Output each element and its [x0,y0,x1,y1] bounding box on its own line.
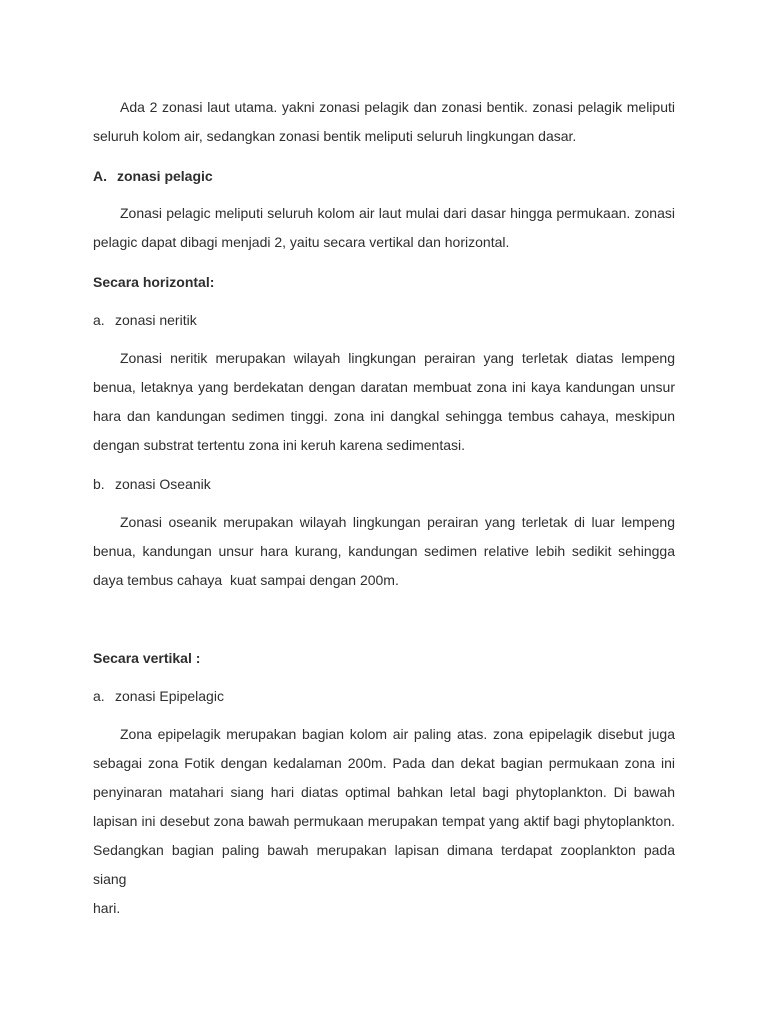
epipelagic-item [93,686,675,706]
horizontal-heading [93,272,675,292]
intro-line-2: seluruh kolom air, sedangkan zonasi bentik meliputi seluruh lingkungan dasar. [93,128,577,144]
section-a-heading [93,166,675,186]
neritik-line-1: Zonasi neritik merupakan wilayah lingkungan perairan yang terletak diatas lempeng [120,350,675,366]
epipelagic-paragraph [93,720,675,923]
oseanik-title: zonasi Oseanik [115,476,211,492]
epipelagic-line-3: penyinaran matahari siang hari diatas optimal bahkan letal bagi phytoplankton. Di bawah [93,784,675,800]
oseanik-line-2: benua, kandungan unsur hara kurang, kandungan sedimen relative lebih sedikit sehingga [93,543,675,559]
neritik-title: zonasi neritik [115,312,197,328]
oseanik-item [93,474,675,494]
oseanik-marker: b. [93,476,105,492]
section-a-title: zonasi pelagic [117,168,213,184]
epipelagic-line-4: lapisan ini desebut zona bawah permukaan merupakan tempat yang aktif bagi phytoplankton. [93,813,675,829]
epipelagic-line-2: sebagai zona Fotik dengan kedalaman 200m. Pada dan dekat bagian permukaan zona ini [93,755,675,771]
epipelagic-marker: a. [93,688,105,704]
neritik-item [93,310,675,330]
section-a-line-2: pelagic dapat dibagi menjadi 2, yaitu secara vertikal dan horizontal. [93,234,510,250]
oseanik-line-3: daya tembus cahaya kuat sampai dengan 200m. [93,572,399,588]
epipelagic-line-5: Sedangkan bagian paling bawah merupakan lapisan dimana terdapat zooplankton pada siang [93,842,675,887]
section-a-marker: A. [93,168,107,184]
epipelagic-line-1: Zona epipelagik merupakan bagian kolom air paling atas. zona epipelagik disebut juga [120,726,675,742]
intro-paragraph [93,93,675,151]
oseanik-paragraph [93,508,675,595]
epipelagic-title: zonasi Epipelagic [115,688,224,704]
epipelagic-line-6: hari. [93,900,121,916]
vertical-heading [93,648,675,668]
neritik-line-4: dengan substrat tertentu zona ini keruh karena sedimentasi. [93,437,466,453]
neritik-line-3: hara dan kandungan sedimen tinggi. zona ini dangkal sehingga tembus cahaya, meskipun [93,408,675,424]
horizontal-heading-text: Secara horizontal: [93,274,215,290]
section-a-paragraph [93,199,675,257]
neritik-paragraph [93,344,675,460]
neritik-marker: a. [93,312,105,328]
vertical-heading-text: Secara vertikal : [93,650,201,666]
oseanik-line-1: Zonasi oseanik merupakan wilayah lingkungan perairan yang terletak di luar lempeng [120,514,675,530]
neritik-line-2: benua, letaknya yang berdekatan dengan daratan membuat zona ini kaya kandungan unsur [93,379,675,395]
intro-line-1: Ada 2 zonasi laut utama. yakni zonasi pelagik dan zonasi bentik. zonasi pelagik meliputi [120,99,675,115]
section-a-line-1: Zonasi pelagic meliputi seluruh kolom air laut mulai dari dasar hingga permukaan. zonasi [120,205,675,221]
